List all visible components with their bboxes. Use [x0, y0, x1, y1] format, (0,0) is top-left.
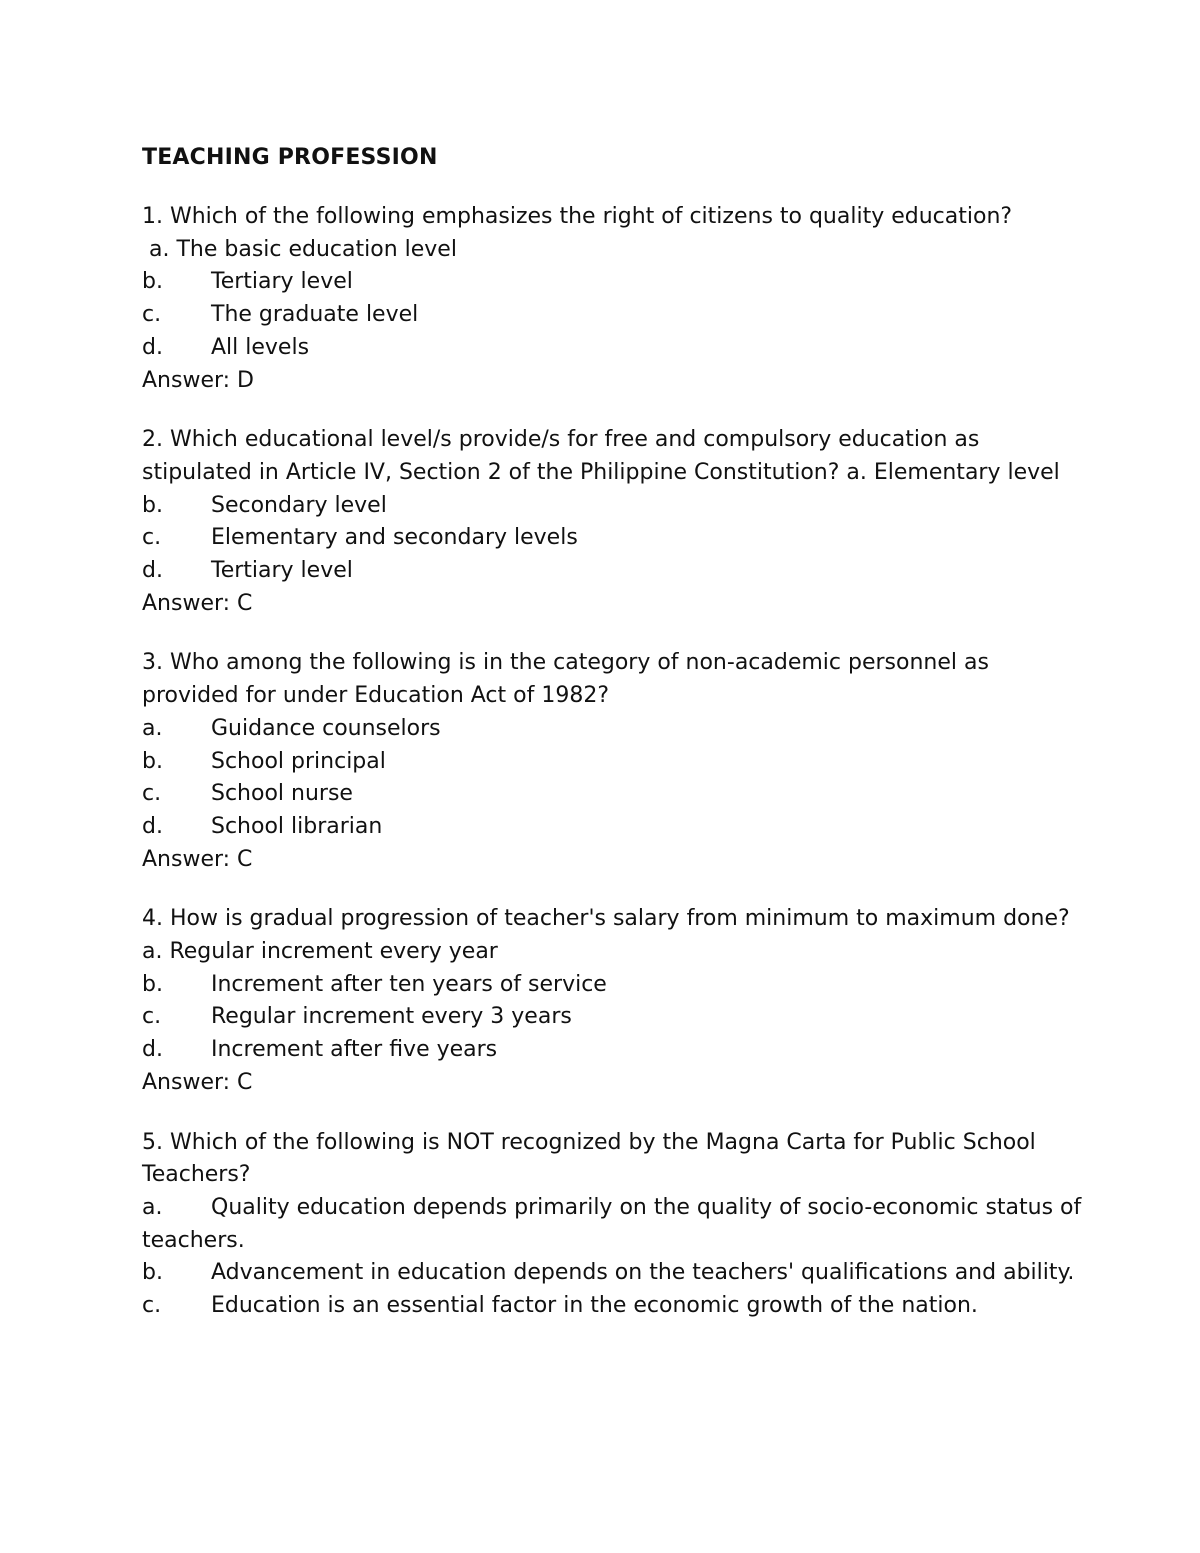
option-letter: c.: [142, 1293, 162, 1319]
document-page: [142, 141, 1082, 1350]
option-a: [142, 1192, 1082, 1257]
option-letter: b.: [142, 1260, 163, 1286]
option-letter: d.: [142, 1037, 163, 1063]
option-c: [142, 778, 1082, 811]
option-text: Advancement in education depends on the teachers' qualifications and ability.: [211, 1260, 1075, 1286]
option-text: Tertiary level: [211, 269, 353, 295]
option-letter: a.: [142, 1194, 163, 1220]
answer-line: Answer: C: [142, 1069, 253, 1095]
document-title: TEACHING PROFESSION: [142, 145, 438, 170]
question-stem: 3. Who among the following is in the category of non-academic personnel as provided for under Education Act of 1982?: [142, 650, 989, 709]
option-b: [142, 490, 1082, 523]
option-a: [142, 713, 1082, 746]
option-b: [142, 266, 1082, 299]
option-text: School nurse: [211, 781, 353, 807]
option-text: Regular increment every 3 years: [211, 1004, 572, 1030]
option-letter: c.: [142, 302, 162, 328]
option-letter: c.: [142, 525, 162, 551]
answer-line: Answer: D: [142, 367, 254, 393]
option-c: [142, 1001, 1082, 1034]
option-text: School principal: [211, 748, 386, 774]
option-text: Increment after five years: [211, 1037, 498, 1063]
option-letter: a.: [142, 715, 163, 741]
question-3: [142, 647, 1082, 876]
question-5: [142, 1127, 1082, 1323]
option-text: Tertiary level: [211, 558, 353, 584]
option-b: [142, 1257, 1082, 1290]
option-letter: c.: [142, 1004, 162, 1030]
option-text: The graduate level: [211, 302, 419, 328]
option-d: [142, 1034, 1082, 1067]
answer-line: Answer: C: [142, 846, 253, 872]
option-text: Elementary and secondary levels: [211, 525, 578, 551]
inline-option: a. Regular increment every year: [142, 939, 498, 965]
option-c: [142, 1290, 1082, 1323]
option-b: [142, 746, 1082, 779]
option-text: Secondary level: [211, 492, 387, 518]
option-letter: b.: [142, 748, 163, 774]
option-text: Increment after ten years of service: [211, 971, 607, 997]
question-1: [142, 201, 1082, 397]
question-stem: 5. Which of the following is NOT recognized by the Magna Carta for Public School Teachers?: [142, 1129, 1036, 1188]
question-2: [142, 424, 1082, 620]
option-c: [142, 299, 1082, 332]
question-stem: 2. Which educational level/s provide/s for free and compulsory education as stipulated in Article IV, Section 2 of the Philippine Constitution? a. Elementary level: [142, 427, 1060, 485]
option-d: [142, 811, 1082, 844]
option-letter: b.: [142, 269, 163, 295]
question-stem: 1. Which of the following emphasizes the right of citizens to quality education?: [142, 204, 1013, 229]
option-text: Guidance counselors: [211, 715, 441, 741]
option-letter: b.: [142, 971, 163, 997]
option-c: [142, 522, 1082, 555]
answer-line: Answer: C: [142, 590, 253, 616]
option-text: All levels: [211, 334, 310, 360]
option-b: [142, 969, 1082, 1002]
option-d: [142, 555, 1082, 588]
option-letter: c.: [142, 781, 162, 807]
option-text: School librarian: [211, 813, 383, 839]
inline-option: a. The basic education level: [142, 236, 457, 262]
option-letter: d.: [142, 558, 163, 584]
question-stem: 4. How is gradual progression of teacher's salary from minimum to maximum done?: [142, 906, 1070, 932]
question-4: [142, 903, 1082, 1099]
option-text: Education is an essential factor in the economic growth of the nation.: [211, 1293, 978, 1319]
option-d: [142, 332, 1082, 365]
option-letter: d.: [142, 813, 163, 839]
option-letter: d.: [142, 334, 163, 360]
option-text: Quality education depends primarily on the quality of socio-economic status of teachers.: [142, 1194, 1082, 1253]
option-letter: b.: [142, 492, 163, 518]
